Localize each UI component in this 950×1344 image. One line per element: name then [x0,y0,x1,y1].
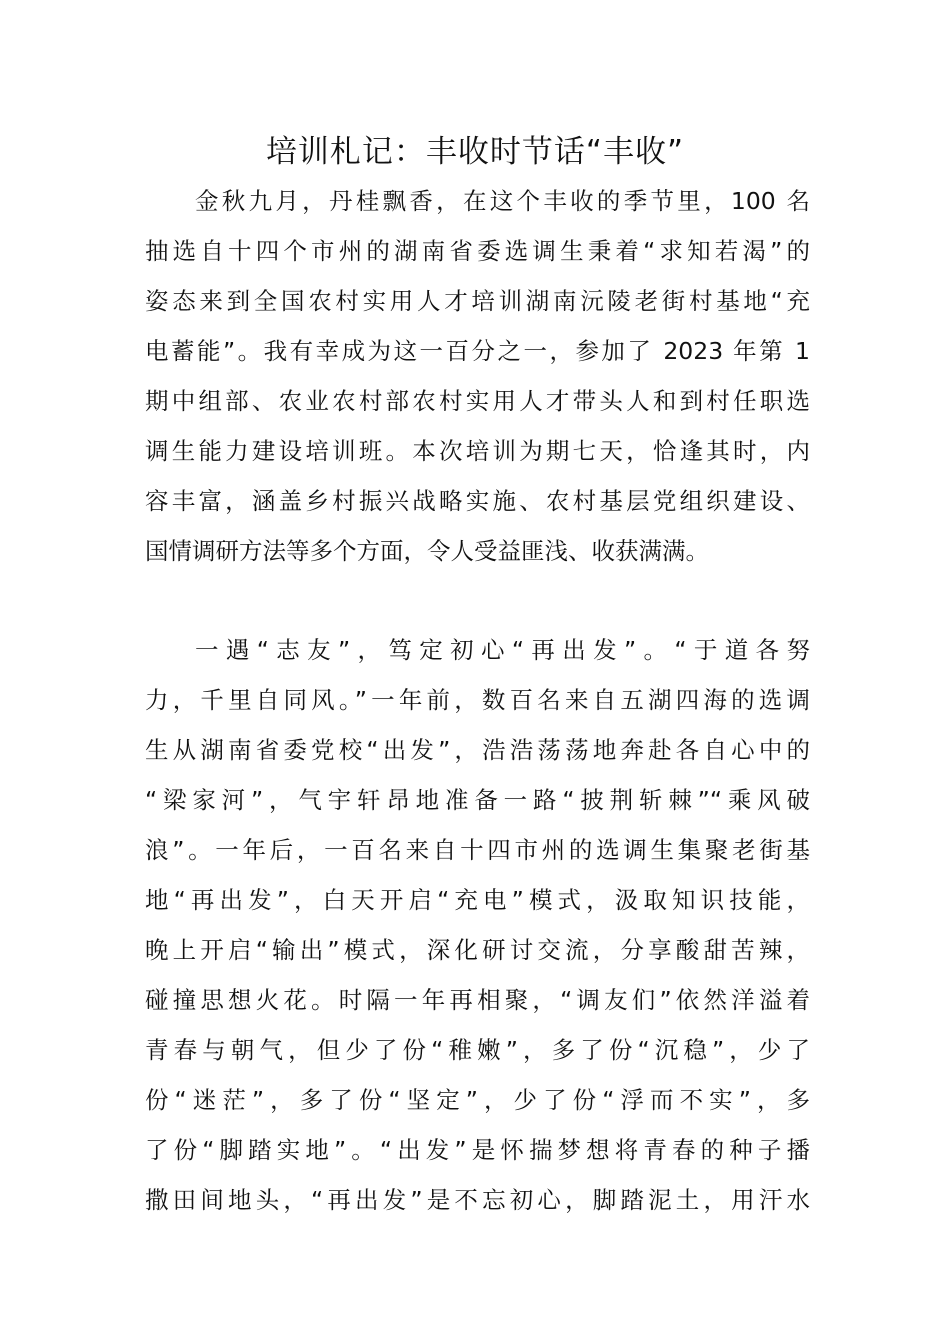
text-line: 力，千里自同风。”一年前，数百名来自五湖四海的选调 [145,686,810,714]
text-line: 份“迷茫”，多了份“坚定”，少了份“浮而不实”，多 [145,1086,810,1114]
text-line: 晚上开启“输出”模式，深化研讨交流，分享酸甜苦辣， [145,936,810,964]
text-line: 期中组部、农业农村部农村实用人才带头人和到村任职选 [145,387,810,415]
text-line: 地“再出发”，白天开启“充电”模式，汲取知识技能， [145,886,810,914]
document-title: 培训札记：丰收时节话“丰收” [265,134,685,170]
text-line: 了份“脚踏实地”。“出发”是怀揣梦想将青春的种子播 [145,1136,810,1164]
text-line: 抽选自十四个市州的湖南省委选调生秉着“求知若渴”的 [145,237,810,265]
text-line: 碰撞思想火花。时隔一年再相聚，“调友们”依然洋溢着 [145,986,810,1014]
text-line: 浪”。一年后，一百名来自十四市州的选调生集聚老街基 [145,836,810,864]
text-line: “梁家河”，气宇轩昂地准备一路“披荆斩棘”“乘风破 [145,786,810,814]
text-line: 国情调研方法等多个方面，令人受益匪浅、收获满满。 [145,537,709,565]
text-line: 金秋九月，丹桂飘香，在这个丰收的季节里，100 名 [195,187,810,215]
text-line: 青春与朝气，但少了份“稚嫩”，多了份“沉稳”，少了 [145,1036,810,1064]
text-line: 调生能力建设培训班。本次培训为期七天，恰逢其时，内 [145,437,810,465]
text-line: 生从湖南省委党校“出发”，浩浩荡荡地奔赴各自心中的 [145,736,810,764]
text-line: 一遇“志友”，笃定初心“再出发”。“于道各努 [195,636,810,664]
text-line: 撒田间地头，“再出发”是不忘初心，脚踏泥土，用汗水 [145,1186,810,1214]
paragraph-section-one [145,625,810,1225]
paragraph-intro [145,176,810,576]
text-line: 容丰富，涵盖乡村振兴战略实施、农村基层党组织建设、 [145,487,810,515]
text-line: 电蓄能”。我有幸成为这一百分之一，参加了 2023 年第 1 [145,337,810,365]
text-line: 姿态来到全国农村实用人才培训湖南沅陵老街村基地“充 [145,287,810,315]
